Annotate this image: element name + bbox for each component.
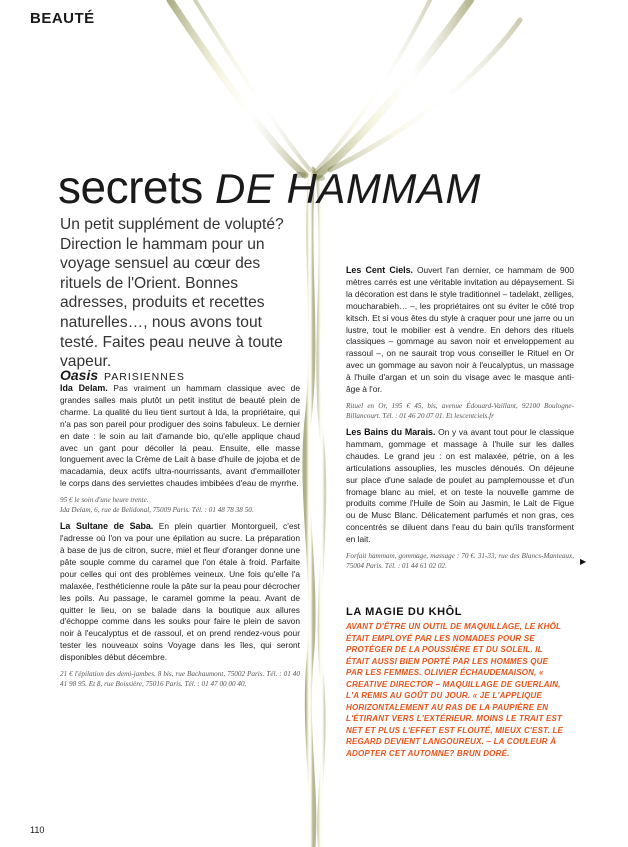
article-lead: Les Cent Ciels.: [346, 265, 414, 275]
right-column: [346, 265, 574, 577]
arrow-right-icon: ▶: [580, 557, 587, 566]
box-text: AVANT D'ÊTRE UN OUTIL DE MAQUILLAGE, LE KHÔL ÉTAIT EMPLOYÉ PAR LES NOMADES POUR SE PROTÉGER DE LA POUSSIÈRE ET DU SOLEIL. IL ÉTAIT AUSSI BIEN PORTÉ PAR LES HOMMES QUE PAR LES FEMMES. OLIVIER ÉCHAUDEMAISON, « CREATIVE DIRECTOR – MAQUILLAGE DE GUERLAIN, L'A REMIS AU GOÛT DU JOUR. « JE L'APPLIQUE HORIZONTALEMENT AU RAS DE LA PAUPIÈRE EN L'ÉTIRANT VERS L'EXTÉRIEUR. MOINS LE TRAIT EST NET ET PLUS L'EFFET EST FLOUTÉ, MIEUX C'EST. LE REGARD DEVIENT LANGOUREUX. – LA COULEUR À ADOPTER CET AUTOMNE? BRUN DORÉ.: [346, 622, 564, 758]
article-ida-delam: [60, 383, 300, 490]
article-text: En plein quartier Montorgueil, c'est l'adresse où l'on va pour une épilation au sucre. La préparation à base de jus de citron, sucre, miel et fleur d'oranger donne une pâte souple comme du caramel que l'on étale à froid. Parfaite pour celles qui ont des problèmes veineux. Une fois qu'elle l'a malaxée, l'esthéticienne roule la pâte sur la peau pour décrocher les poils. Au passage, le caramel gomme la peau. Avant de quitter le lieu, on se balade dans la boutique aux allures d'échoppe comme dans les souks pour faire le plein de savon noir à l'eucalyptus et de rassoul, et on prend rendez-vous pour tester les nouveaux soins Voyage dans les îles, qui seront disponibles début décembre.: [60, 521, 300, 663]
article-text: Pas vraiment un hammam classique avec de grandes salles mais plutôt un petit institut de beauté plein de charme. La qualité du lieu tient surtout à Ida, la propriétaire, qui n'a pas son pareil pour prodiguer des soins fabuleux. Le dernier en date : le soin au lait d'amande bio, qu'elle applique chaud avec un gant pour décoller la peau. Ensuite, elle masse longuement avec la Crème de Lait à base d'huile de jojoba et de macadamia, deux actifs ultra-nourrissants, avant d'emmailloter le corps dans des serviettes chaudes imbibées d'eau de myrrhe.: [60, 383, 300, 489]
article-address: Ida Delam, 6, rue de Belidonal, 75009 Paris. Tél. : 01 48 78 38 50.: [60, 506, 254, 515]
khol-sidebar-box: [346, 606, 566, 759]
headline-accent: DE HAMMAM: [215, 165, 481, 212]
article-lead: Ida Delam.: [60, 383, 108, 393]
article-info: 21 € l'épilation des demi-jambes. 8 bis, rue Bachaumont, 75002 Paris. Tél. : 01 40 41 98 95. Et 8, rue Boissière, 75016 Paris. Tél. : 01 47 00 00 40.: [60, 670, 300, 689]
article-info: Forfait hammam, gommage, massage : 70 €. 31-33, rue des Blancs-Manteaux, 75004 Paris. Tél. : 01 44 61 02 02.: [346, 552, 574, 571]
left-column: [60, 383, 300, 695]
article-cent-ciels: [346, 265, 574, 396]
article-text: On y va avant tout pour le classique hammam, gommage et massage à l'huile sur les dalles chaudes. Le grand jeu : on est malaxée, pétrie, on a les articulations assouplies, les muscles dénoués. On déjeune sur place d'une salade de poulet au pamplemousse et d'un fromage blanc au miel, et on teste la nouvelle gamme de produits comme l'Huile de Soin au Jasmin, le Lait de Figue ou de Musc Blanc. Délicatement parfumés et non gras, ces concentrés se diluent dans l'eau du bain qu'ils transforment en lait.: [346, 426, 574, 545]
box-title: LA MAGIE DU KHÔL: [346, 606, 463, 618]
article-info: Rituel en Or, 195 € 45, bis, avenue Édouard-Vaillant, 92100 Boulogne-Billancourt. Tél. : 01 46 20 07 01. Et lescentciels.fr: [346, 401, 574, 420]
intro-paragraph: Un petit supplément de volupté? Direction le hammam pour un voyage sensuel au cœur des rituels de l'Orient. Bonnes adresses, produits et recettes naturelles…, nous avons tout testé. Faites peau neuve à toute vapeur.: [60, 216, 284, 371]
article-lead: Les Bains du Marais.: [346, 426, 436, 437]
article-text: Ouvert l'an dernier, ce hammam de 900 mètres carrés est une véritable invitation au dépaysement. Si la décoration est dans le style traditionnel – tadelakt, zelliges, moucharabieh… –, les propriétaires ont su éviter le côté trop kitsch. Et si vous êtes du style à craquer pour une jarre ou un lustre, tout le mobilier est à vendre. En dehors des rituels classiques – gommage au savon noir et enveloppement au rassoul –, on ne saurait trop vous conseiller le Rituel en Or avec un gommage au savon noir à l'eucalyptus, un massage à l'huile d'argan et un soin du visage avec le masque anti-âge à l'or.: [346, 265, 575, 395]
subheading-main: Oasis: [60, 367, 99, 383]
article-bains-du-marais: [346, 427, 574, 546]
page-number: 110: [30, 825, 45, 835]
headline-main: secrets: [58, 161, 216, 213]
section-label: BEAUTÉ: [30, 10, 95, 27]
subheading-caps: PARISIENNES: [104, 371, 185, 383]
article-lead: La Sultane de Saba.: [60, 521, 154, 532]
article-sultane-de-saba: [60, 521, 300, 664]
subheading: [60, 367, 185, 383]
article-info: 95 € le soin d'une heure trente.: [60, 496, 149, 505]
headline: [58, 160, 481, 214]
